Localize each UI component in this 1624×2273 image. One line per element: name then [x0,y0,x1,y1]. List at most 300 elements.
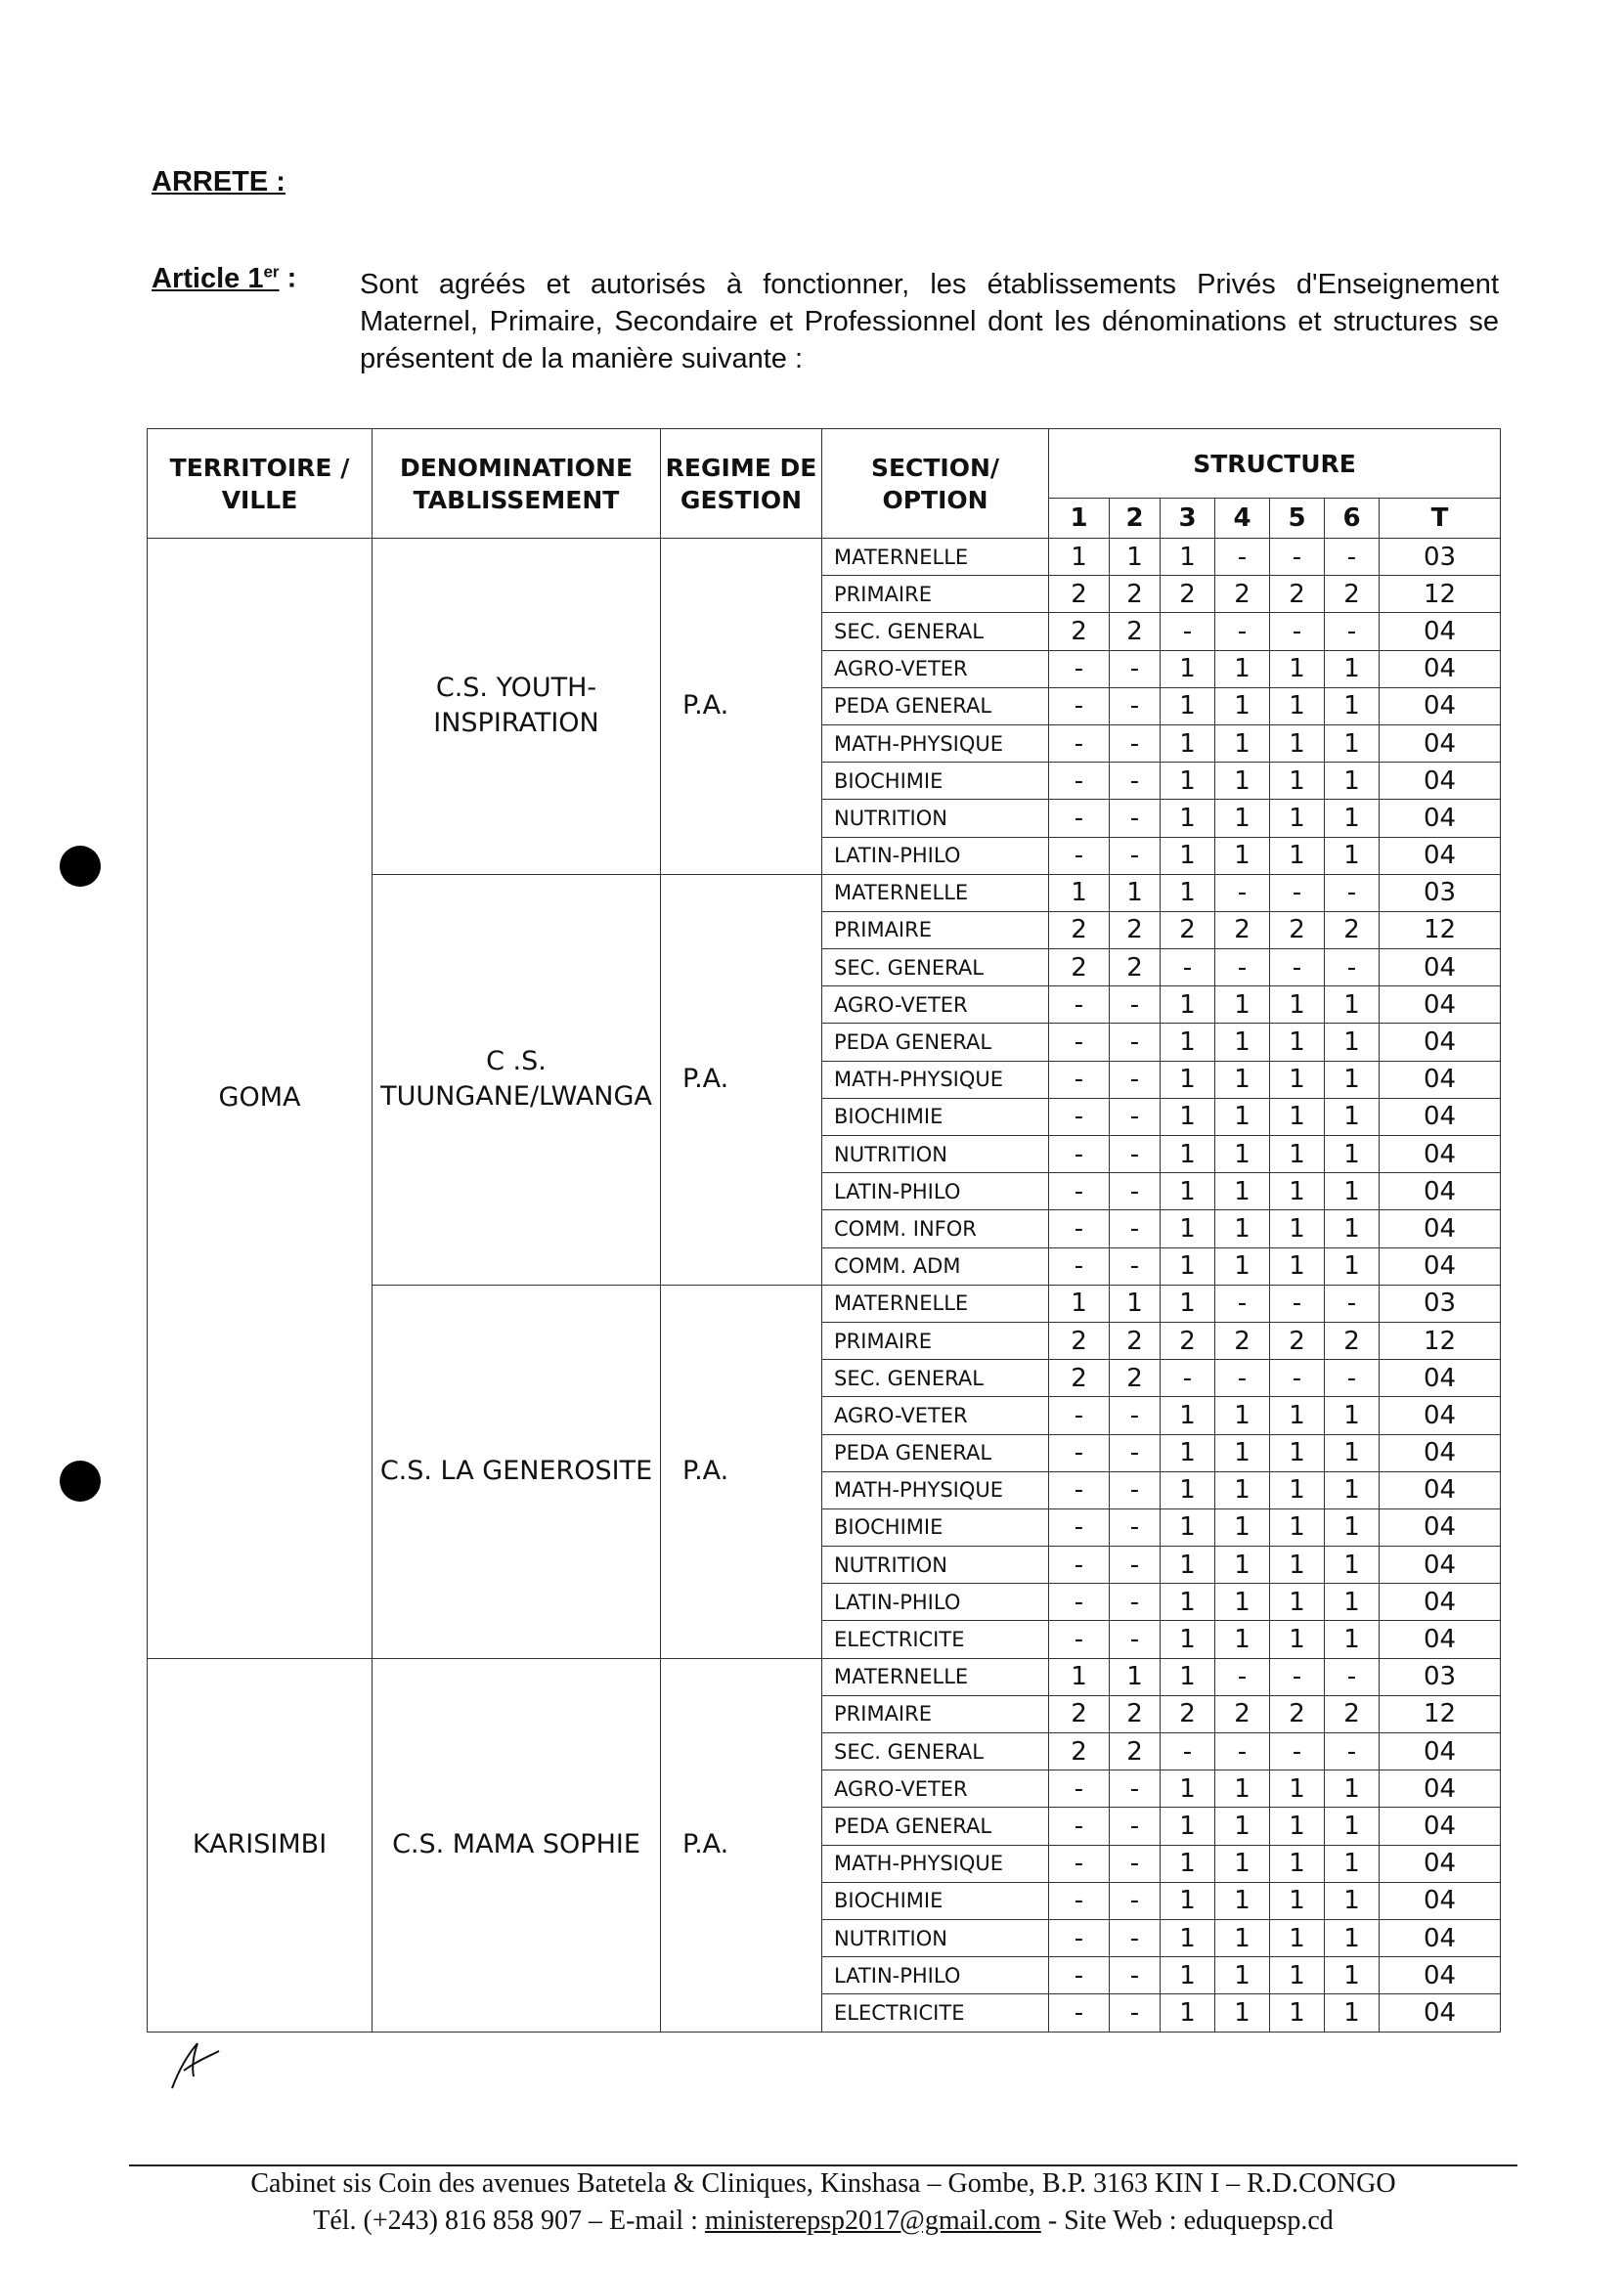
structure-value-cell: 2 [1110,949,1161,986]
structure-value-cell: 2 [1110,1733,1161,1770]
section-cell: LATIN-PHILO [822,1584,1039,1621]
section-gap [1039,576,1049,613]
structure-value-cell: - [1110,1845,1161,1882]
section-gap [1039,986,1049,1024]
structure-value-cell: 1 [1161,1024,1215,1061]
structure-value-cell: 2 [1325,1322,1380,1359]
structure-value-cell: - [1049,1584,1110,1621]
structure-value-cell: 1 [1325,1770,1380,1808]
structure-value-cell: 1 [1270,1210,1325,1247]
structure-value-cell: - [1110,1397,1161,1434]
structure-total-cell: 04 [1380,986,1501,1024]
structure-total-cell: 04 [1380,800,1501,837]
structure-value-cell: 2 [1110,613,1161,650]
structure-value-cell: 2 [1270,911,1325,948]
structure-value-cell: - [1215,1658,1270,1695]
structure-value-cell: - [1110,800,1161,837]
structure-value-cell: 1 [1161,1882,1215,1919]
structure-value-cell: 1 [1325,763,1380,800]
structure-total-cell: 04 [1380,1098,1501,1135]
structure-value-cell: - [1215,613,1270,650]
structure-total-cell: 04 [1380,949,1501,986]
structure-value-cell: - [1049,1471,1110,1508]
structure-value-cell: 1 [1161,1136,1215,1173]
structure-value-cell: 1 [1215,1994,1270,2032]
structure-total-cell: 04 [1380,763,1501,800]
structure-value-cell: 2 [1215,1322,1270,1359]
structure-value-cell: 2 [1110,1322,1161,1359]
footer-phone: Tél. (+243) 816 858 907 – E-mail : [313,2206,705,2236]
structure-value-cell: 2 [1161,576,1215,613]
section-cell: AGRO-VETER [822,650,1039,687]
section-gap [1039,1360,1049,1397]
structure-value-cell: - [1215,949,1270,986]
article-colon: : [279,262,297,294]
structure-value-cell: - [1325,1733,1380,1770]
section-cell: MATH-PHYSIQUE [822,1471,1039,1508]
structure-value-cell: 2 [1161,1322,1215,1359]
section-gap [1039,613,1049,650]
structure-value-cell: 1 [1161,837,1215,874]
structure-value-cell: - [1110,1584,1161,1621]
header-col-1: 1 [1049,499,1110,539]
structure-value-cell: - [1049,1210,1110,1247]
section-gap [1039,1136,1049,1173]
structure-value-cell: 1 [1270,1621,1325,1658]
section-cell: SEC. GENERAL [822,1733,1039,1770]
structure-total-cell: 04 [1380,1584,1501,1621]
structure-total-cell: 04 [1380,1919,1501,1956]
section-gap [1039,1173,1049,1210]
section-cell: PEDA GENERAL [822,1434,1039,1471]
structure-total-cell: 04 [1380,1547,1501,1584]
structure-value-cell: - [1161,613,1215,650]
header-col-2: 2 [1110,499,1161,539]
structure-value-cell: 1 [1270,763,1325,800]
section-gap [1039,1322,1049,1359]
structure-value-cell: - [1270,949,1325,986]
section-gap [1039,1397,1049,1434]
structure-total-cell: 04 [1380,1845,1501,1882]
section-gap [1039,1508,1049,1546]
binder-hole-bottom [60,1461,101,1502]
structure-value-cell: 1 [1215,763,1270,800]
structure-value-cell: 1 [1215,1061,1270,1098]
structure-value-cell: - [1049,1173,1110,1210]
structure-value-cell: 1 [1215,1547,1270,1584]
section-cell: LATIN-PHILO [822,1173,1039,1210]
structure-value-cell: 1 [1270,986,1325,1024]
structure-value-cell: 1 [1161,1957,1215,1994]
structure-value-cell: 1 [1270,1808,1325,1845]
section-cell: SEC. GENERAL [822,949,1039,986]
structure-value-cell: 1 [1270,1957,1325,1994]
structure-value-cell: 1 [1215,1136,1270,1173]
structure-value-cell: 1 [1049,874,1110,911]
structure-value-cell: - [1049,1621,1110,1658]
structure-total-cell: 04 [1380,1136,1501,1173]
structure-total-cell: 04 [1380,1360,1501,1397]
structure-total-cell: 04 [1380,1397,1501,1434]
structure-value-cell: 1 [1161,1547,1215,1584]
section-cell: AGRO-VETER [822,1770,1039,1808]
section-cell: PRIMAIRE [822,911,1039,948]
structure-total-cell: 12 [1380,576,1501,613]
section-cell: PRIMAIRE [822,1322,1039,1359]
structure-value-cell: - [1110,1210,1161,1247]
structure-value-cell: 1 [1215,1508,1270,1546]
structure-value-cell: - [1049,1434,1110,1471]
section-gap [1039,1658,1049,1695]
header-col-5: 5 [1270,499,1325,539]
structure-value-cell: - [1110,1508,1161,1546]
structure-value-cell: - [1270,1360,1325,1397]
structure-value-cell: 1 [1215,1770,1270,1808]
structure-value-cell: - [1049,1024,1110,1061]
structure-value-cell: 1 [1161,539,1215,576]
structure-value-cell: 1 [1270,1471,1325,1508]
structure-value-cell: 1 [1325,986,1380,1024]
structure-value-cell: 1 [1161,1770,1215,1808]
structure-value-cell: - [1049,1994,1110,2032]
table-header-row [148,429,1501,499]
structure-value-cell: - [1049,986,1110,1024]
structure-value-cell: 2 [1110,1360,1161,1397]
structure-value-cell: 1 [1049,1658,1110,1695]
structure-total-cell: 03 [1380,1285,1501,1322]
structure-value-cell: - [1325,1658,1380,1695]
structure-value-cell: 1 [1110,1658,1161,1695]
structure-value-cell: 1 [1270,1508,1325,1546]
structure-value-cell: 1 [1325,1136,1380,1173]
structure-value-cell: - [1110,763,1161,800]
structure-total-cell: 04 [1380,1471,1501,1508]
structure-value-cell: 1 [1325,687,1380,724]
structure-total-cell: 04 [1380,1994,1501,2032]
structure-value-cell: - [1325,1360,1380,1397]
structure-total-cell: 03 [1380,874,1501,911]
section-cell: BIOCHIMIE [822,1098,1039,1135]
structure-value-cell: - [1110,1098,1161,1135]
structure-value-cell: 1 [1270,1024,1325,1061]
structure-value-cell: 1 [1325,1808,1380,1845]
structure-total-cell: 04 [1380,1882,1501,1919]
structure-value-cell: 1 [1215,1210,1270,1247]
structure-value-cell: 1 [1215,1919,1270,1956]
structure-total-cell: 04 [1380,1770,1501,1808]
header-col-3: 3 [1161,499,1215,539]
structure-value-cell: 1 [1049,539,1110,576]
structure-value-cell: - [1049,763,1110,800]
section-cell: NUTRITION [822,1136,1039,1173]
structure-value-cell: 1 [1161,1434,1215,1471]
section-gap [1039,1733,1049,1770]
section-gap [1039,1882,1049,1919]
structure-value-cell: - [1049,724,1110,762]
structure-value-cell: 1 [1215,1024,1270,1061]
section-cell: PRIMAIRE [822,1695,1039,1732]
structure-value-cell: - [1215,539,1270,576]
section-gap [1039,724,1049,762]
section-gap [1039,1770,1049,1808]
article-number: Article 1 [152,262,264,294]
structure-value-cell: - [1110,1808,1161,1845]
structure-value-cell: 1 [1270,1173,1325,1210]
header-col-4: 4 [1215,499,1270,539]
structure-value-cell: 1 [1325,1957,1380,1994]
binder-hole-top [60,846,101,887]
section-cell: MATH-PHYSIQUE [822,1845,1039,1882]
structure-value-cell: - [1110,1994,1161,2032]
structure-value-cell: - [1270,539,1325,576]
structure-value-cell: 1 [1161,1247,1215,1285]
structure-value-cell: - [1325,874,1380,911]
structure-value-cell: 1 [1161,1098,1215,1135]
header-section: SECTION/ OPTION [822,429,1049,539]
structure-total-cell: 04 [1380,687,1501,724]
structure-total-cell: 04 [1380,837,1501,874]
structure-value-cell: - [1161,1360,1215,1397]
structure-value-cell: 1 [1270,650,1325,687]
structure-value-cell: - [1270,613,1325,650]
structure-value-cell: 1 [1270,1397,1325,1434]
structure-value-cell: 2 [1270,1695,1325,1732]
section-gap [1039,1957,1049,1994]
header-territoire: TERRITOIRE / VILLE [148,429,373,539]
structure-total-cell: 04 [1380,1621,1501,1658]
school-name-cell: C.S. LA GENEROSITE [373,1285,661,1658]
structure-value-cell: 2 [1215,911,1270,948]
structure-value-cell: 2 [1270,1322,1325,1359]
structure-value-cell: 1 [1161,1584,1215,1621]
structure-value-cell: 2 [1049,576,1110,613]
structure-value-cell: 1 [1215,1621,1270,1658]
structure-value-cell: 2 [1325,911,1380,948]
structure-total-cell: 04 [1380,1957,1501,1994]
structure-value-cell: - [1110,1919,1161,1956]
section-cell: LATIN-PHILO [822,1957,1039,1994]
structure-value-cell: 1 [1325,1173,1380,1210]
section-cell: MATH-PHYSIQUE [822,724,1039,762]
structure-value-cell: 1 [1270,1770,1325,1808]
structure-value-cell: 2 [1110,576,1161,613]
regime-cell: P.A. [661,539,822,875]
structure-value-cell: - [1270,1658,1325,1695]
structure-value-cell: 2 [1049,613,1110,650]
structure-value-cell: - [1270,874,1325,911]
structure-value-cell: 2 [1049,1695,1110,1732]
structure-value-cell: 1 [1161,800,1215,837]
article-text: Sont agréés et autorisés à fonctionner, les établissements Privés d'Enseignement Maternel, Primaire, Secondaire et Professionnel dont les dénominations et structures se présentent de la manière suivante : [360,269,1499,374]
structure-value-cell: 1 [1161,874,1215,911]
structure-value-cell: - [1049,1547,1110,1584]
section-cell: NUTRITION [822,800,1039,837]
structure-value-cell: 1 [1161,1508,1215,1546]
structure-value-cell: - [1049,650,1110,687]
section-cell: MATERNELLE [822,874,1039,911]
structure-value-cell: 1 [1161,1173,1215,1210]
structure-value-cell: 1 [1215,1173,1270,1210]
structure-total-cell: 04 [1380,724,1501,762]
structure-value-cell: 1 [1325,1621,1380,1658]
structure-total-cell: 04 [1380,1508,1501,1546]
structure-value-cell: - [1110,1882,1161,1919]
structure-value-cell: 1 [1325,1994,1380,2032]
structure-value-cell: 1 [1325,1919,1380,1956]
structure-value-cell: 1 [1325,1397,1380,1434]
section-gap [1039,911,1049,948]
structure-value-cell: - [1049,800,1110,837]
structure-value-cell: 1 [1161,1658,1215,1695]
header-col-6: 6 [1325,499,1380,539]
section-cell: BIOCHIMIE [822,1882,1039,1919]
structure-value-cell: - [1049,1397,1110,1434]
structure-value-cell: 1 [1325,1508,1380,1546]
structure-value-cell: 1 [1161,763,1215,800]
article-label [152,262,296,295]
structure-total-cell: 04 [1380,613,1501,650]
header-structure: STRUCTURE [1049,429,1501,499]
section-cell: COMM. INFOR [822,1210,1039,1247]
footer-contact [129,2206,1517,2237]
regime-cell: P.A. [661,1285,822,1658]
structure-value-cell: - [1215,874,1270,911]
structure-value-cell: - [1161,1733,1215,1770]
section-gap [1039,800,1049,837]
structure-table [147,428,1501,2033]
structure-value-cell: 1 [1161,1621,1215,1658]
section-gap [1039,1098,1049,1135]
section-cell: COMM. ADM [822,1247,1039,1285]
structure-value-cell: - [1110,837,1161,874]
structure-total-cell: 03 [1380,539,1501,576]
header-denomination: DENOMINATIONE TABLISSEMENT [373,429,661,539]
structure-value-cell: - [1049,1770,1110,1808]
structure-value-cell: 1 [1161,1285,1215,1322]
structure-value-cell: - [1325,613,1380,650]
structure-value-cell: 1 [1325,1845,1380,1882]
structure-value-cell: 1 [1161,1919,1215,1956]
structure-value-cell: 1 [1215,1397,1270,1434]
structure-value-cell: 2 [1049,949,1110,986]
article-ordinal: er [263,262,280,281]
section-gap [1039,539,1049,576]
structure-value-cell: 1 [1215,724,1270,762]
section-cell: MATERNELLE [822,1658,1039,1695]
structure-total-cell: 04 [1380,1061,1501,1098]
structure-value-cell: 2 [1049,1322,1110,1359]
structure-value-cell: 1 [1215,1808,1270,1845]
structure-value-cell: 1 [1161,1471,1215,1508]
structure-value-cell: - [1110,1247,1161,1285]
structure-value-cell: 2 [1110,1695,1161,1732]
section-cell: AGRO-VETER [822,986,1039,1024]
structure-value-cell: - [1049,1136,1110,1173]
structure-value-cell: 1 [1325,650,1380,687]
structure-value-cell: 1 [1325,1471,1380,1508]
structure-value-cell: - [1215,1360,1270,1397]
structure-value-cell: 1 [1215,986,1270,1024]
section-cell: SEC. GENERAL [822,1360,1039,1397]
section-gap [1039,1584,1049,1621]
section-cell: NUTRITION [822,1547,1039,1584]
structure-value-cell: - [1110,724,1161,762]
structure-value-cell: 1 [1161,650,1215,687]
section-gap [1039,1808,1049,1845]
structure-value-cell: - [1110,687,1161,724]
footer-address: Cabinet sis Coin des avenues Batetela & Cliniques, Kinshasa – Gombe, B.P. 3163 KIN I – R.D.CONGO [250,2168,1396,2199]
structure-value-cell: - [1161,949,1215,986]
structure-value-cell: 1 [1215,1845,1270,1882]
structure-value-cell: 1 [1161,1397,1215,1434]
section-gap [1039,949,1049,986]
structure-value-cell: - [1325,1285,1380,1322]
structure-value-cell: - [1110,650,1161,687]
structure-value-cell: 1 [1325,1434,1380,1471]
structure-value-cell: 1 [1325,1061,1380,1098]
structure-value-cell: 1 [1270,800,1325,837]
section-cell: BIOCHIMIE [822,1508,1039,1546]
structure-value-cell: 2 [1325,576,1380,613]
structure-value-cell: 1 [1215,1247,1270,1285]
section-cell: NUTRITION [822,1919,1039,1956]
structure-value-cell: 1 [1270,1845,1325,1882]
footer-email-link[interactable]: ministerepsp2017@gmail.com [704,2206,1041,2236]
structure-total-cell: 12 [1380,1695,1501,1732]
structure-value-cell: - [1215,1285,1270,1322]
section-gap [1039,1210,1049,1247]
structure-value-cell: 1 [1270,1994,1325,2032]
structure-value-cell: 1 [1270,1061,1325,1098]
structure-value-cell: - [1110,1770,1161,1808]
structure-value-cell: - [1110,986,1161,1024]
section-gap [1039,1547,1049,1584]
structure-value-cell: 2 [1215,576,1270,613]
structure-value-cell: 1 [1270,1547,1325,1584]
table-body [148,539,1501,2033]
section-gap [1039,1024,1049,1061]
structure-total-cell: 12 [1380,911,1501,948]
structure-value-cell: - [1110,1136,1161,1173]
regime-cell: P.A. [661,1658,822,2032]
structure-value-cell: 1 [1161,986,1215,1024]
structure-value-cell: 1 [1215,1957,1270,1994]
territory-cell: KARISIMBI [148,1658,373,2032]
structure-value-cell: - [1049,1919,1110,1956]
section-gap [1039,874,1049,911]
structure-value-cell: 1 [1110,1285,1161,1322]
structure-value-cell: 1 [1215,1584,1270,1621]
structure-value-cell: - [1110,1173,1161,1210]
header-regime: REGIME DE GESTION [661,429,822,539]
structure-value-cell: - [1110,1024,1161,1061]
section-cell: PEDA GENERAL [822,687,1039,724]
header-col-total: T [1380,499,1501,539]
structure-total-cell: 03 [1380,1658,1501,1695]
structure-value-cell: 1 [1325,837,1380,874]
section-gap [1039,650,1049,687]
structure-value-cell: 1 [1215,687,1270,724]
structure-value-cell: 1 [1270,1247,1325,1285]
structure-value-cell: 1 [1325,1098,1380,1135]
structure-value-cell: 1 [1270,1098,1325,1135]
structure-value-cell: - [1049,1061,1110,1098]
structure-value-cell: - [1110,1061,1161,1098]
structure-value-cell: 1 [1270,1584,1325,1621]
structure-value-cell: - [1049,1845,1110,1882]
section-cell: PEDA GENERAL [822,1024,1039,1061]
structure-value-cell: 2 [1270,576,1325,613]
